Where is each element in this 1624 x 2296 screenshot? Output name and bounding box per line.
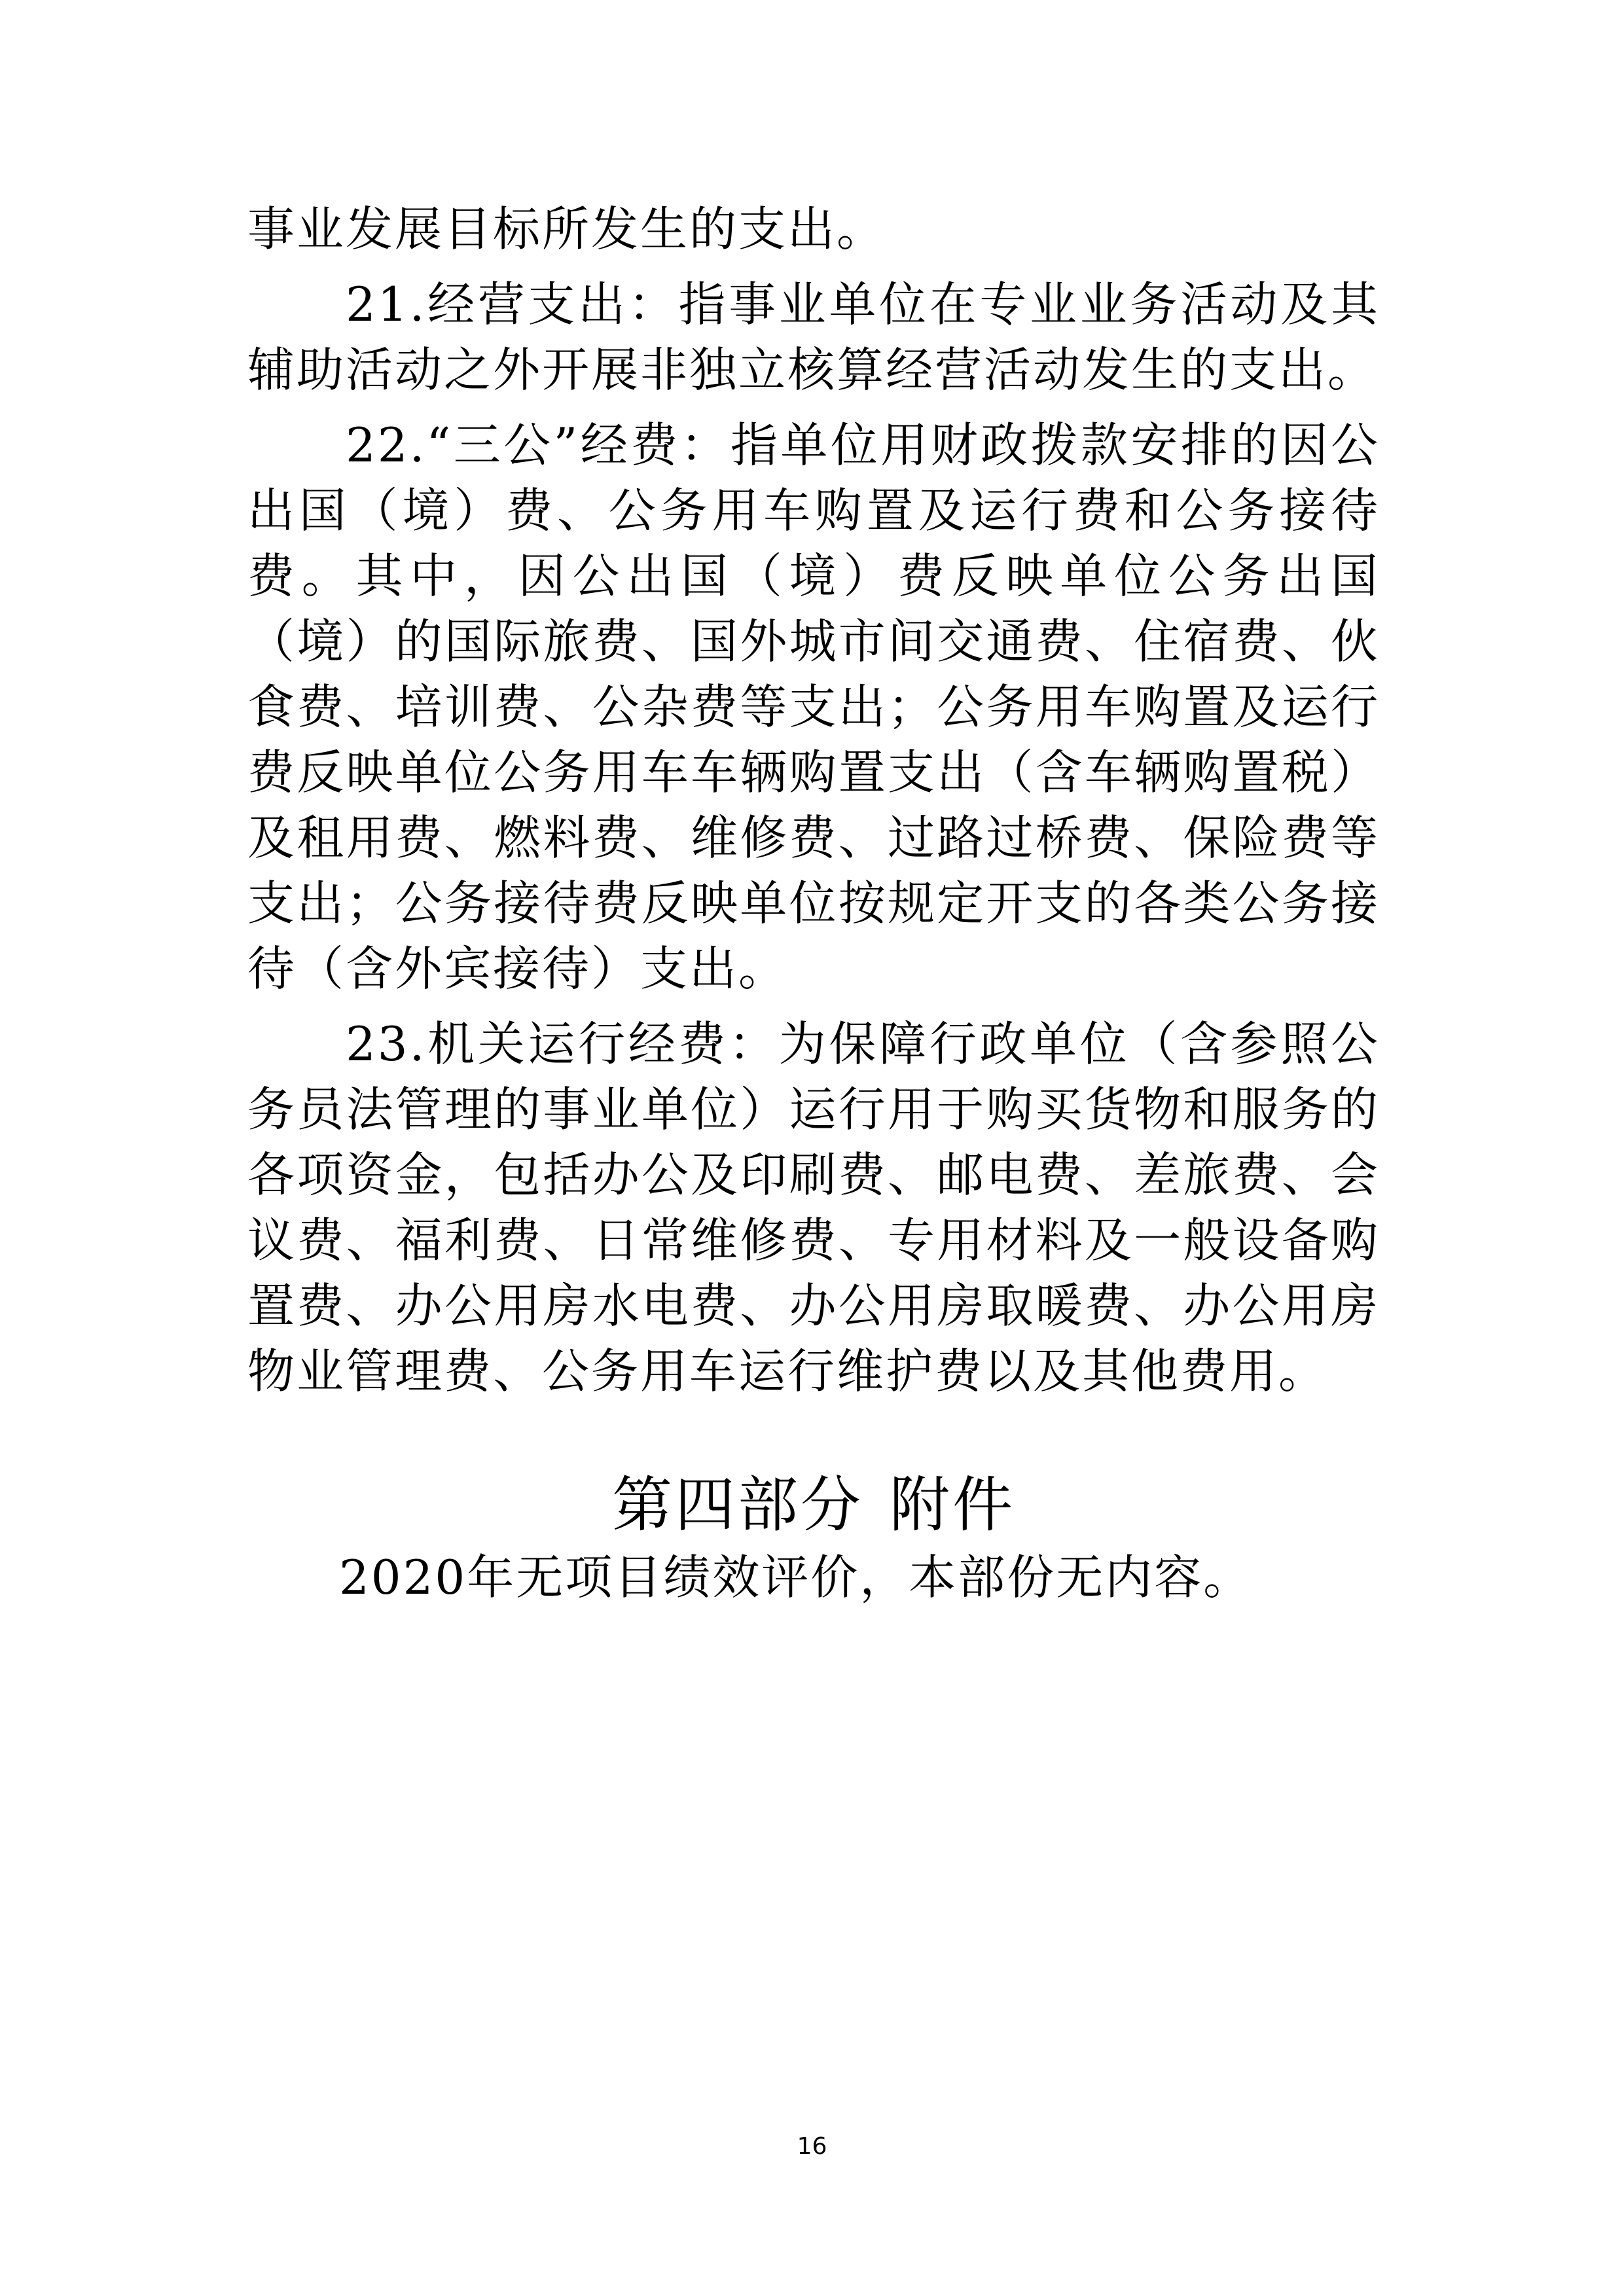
section-title [247, 1466, 1380, 1545]
paragraph-continuation: 事业发展目标所发生的支出。 [247, 202, 886, 257]
section-title-name: 附件 [890, 1470, 1016, 1540]
paragraph-item-22-three-public-expenses: 22.“三公”经费：指单位用财政拨款安排的因公出国（境）费、公务用车购置及运行费和公务接待费。其中，因公出国（境）费反映单位公务出国（境）的国际旅费、国外城市间交通费、住宿费、伙食费、培训费、公杂费等支出；公务用车购置及运行费反映单位公务用车车辆购置支出（含车辆购置税）及租用费、燃料费、维修费、过路过桥费、保险费等支出；公务接待费反映单位按规定开支的各类公务接待（含外宾接待）支出。 [247, 418, 1380, 996]
section-body-text: 2020年无项目绩效评价，本部份无内容。 [339, 1550, 1253, 1605]
page-number: 16 [797, 2133, 827, 2160]
paragraph-item-21-operating-expenditure: 21.经营支出：指事业单位在专业业务活动及其辅助活动之外开展非独立核算经营活动发生的支出。 [247, 277, 1380, 397]
section-title-part: 第四部分 [611, 1470, 863, 1540]
document-page [247, 196, 1380, 1610]
paragraph-item-23-agency-operating-expenses: 23.机关运行经费：为保障行政单位（含参照公务员法管理的事业单位）运行用于购买货物和服务的各项资金，包括办公及印刷费、邮电费、差旅费、会议费、福利费、日常维修费、专用材料及一般设备购置费、办公用房水电费、办公用房取暖费、办公用房物业管理费、公务用车运行维护费以及其他费用。 [247, 1016, 1380, 1399]
